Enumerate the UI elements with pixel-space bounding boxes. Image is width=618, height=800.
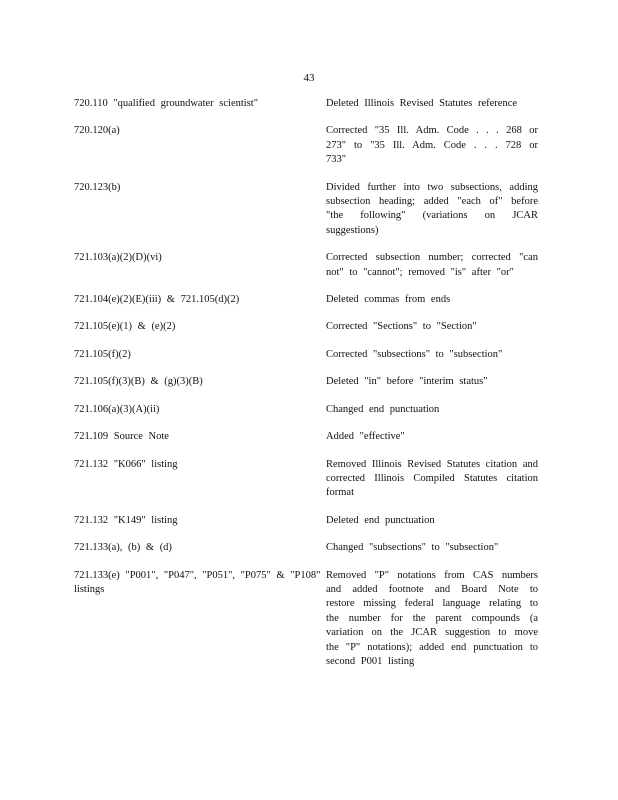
change-description: Deleted end punctuation (326, 514, 435, 526)
change-description: Deleted commas from ends (326, 294, 451, 306)
change-description: Added "effective" (326, 431, 405, 443)
table-row (74, 348, 540, 362)
section-reference: 721.103(a)(2)(D)(vi) (74, 252, 162, 264)
change-description: Changed "subsections" to "subsection" (326, 542, 499, 554)
table-row (74, 403, 540, 417)
table-row (74, 320, 540, 334)
change-table (74, 97, 540, 669)
section-reference: 721.105(e)(1) & (e)(2) (74, 321, 176, 333)
section-reference: 721.132 "K066" listing (74, 458, 178, 470)
change-description: Corrected "subsections" to "subsection" (326, 348, 503, 360)
section-reference: 721.104(e)(2)(E)(iii) & 721.105(d)(2) (74, 294, 240, 306)
page-number: 43 (303, 72, 315, 84)
table-row (74, 458, 540, 501)
table-row (74, 569, 540, 670)
table-row (74, 181, 540, 239)
section-reference: 721.133(a), (b) & (d) (74, 542, 172, 554)
table-row (74, 251, 540, 280)
change-description: Corrected "35 Ill. Adm. Code . . . 268 or 273" to "35 Ill. Adm. Code . . . 728 or 733" (326, 125, 538, 166)
table-row (74, 430, 540, 444)
table-row (74, 124, 540, 167)
table-row (74, 375, 540, 389)
change-description: Corrected subsection number; corrected "can not" to "cannot"; removed "is" after "or" (326, 252, 538, 278)
section-reference: 720.120(a) (74, 125, 120, 137)
table-row (74, 514, 540, 528)
change-description: Deleted "in" before "interim status" (326, 376, 488, 388)
section-reference: 721.133(e) "P001", "P047", "P051", "P075" & "P108" listings (74, 569, 321, 595)
section-reference: 721.106(a)(3)(A)(ii) (74, 403, 160, 415)
change-description: Changed end punctuation (326, 403, 440, 415)
section-reference: 720.123(b) (74, 181, 121, 193)
change-description: Corrected "Sections" to "Section" (326, 321, 477, 333)
change-description: Removed Illinois Revised Statutes citation and corrected Illinois Compiled Statutes citation format (326, 458, 538, 499)
section-reference: 721.105(f)(2) (74, 348, 131, 360)
section-reference: 721.132 "K149" listing (74, 514, 178, 526)
change-description: Divided further into two subsections, adding subsection heading; added "each of" before "the following" (variations on JCAR suggestions) (326, 181, 538, 236)
section-reference: 721.105(f)(3)(B) & (g)(3)(B) (74, 376, 203, 388)
table-row (74, 293, 540, 307)
table-row (74, 541, 540, 555)
table-row (74, 97, 540, 111)
section-reference: 721.109 Source Note (74, 431, 169, 443)
change-description: Deleted Illinois Revised Statutes reference (326, 98, 518, 109)
section-reference: 720.110 "qualified groundwater scientist" (74, 98, 258, 109)
change-description: Removed "P" notations from CAS numbers and added footnote and Board Note to restore missing federal language relating to the number for the parent compounds (a variation on the JCAR suggestion to move the "P" notations); added end punctuation to second P001 listing (326, 569, 538, 667)
